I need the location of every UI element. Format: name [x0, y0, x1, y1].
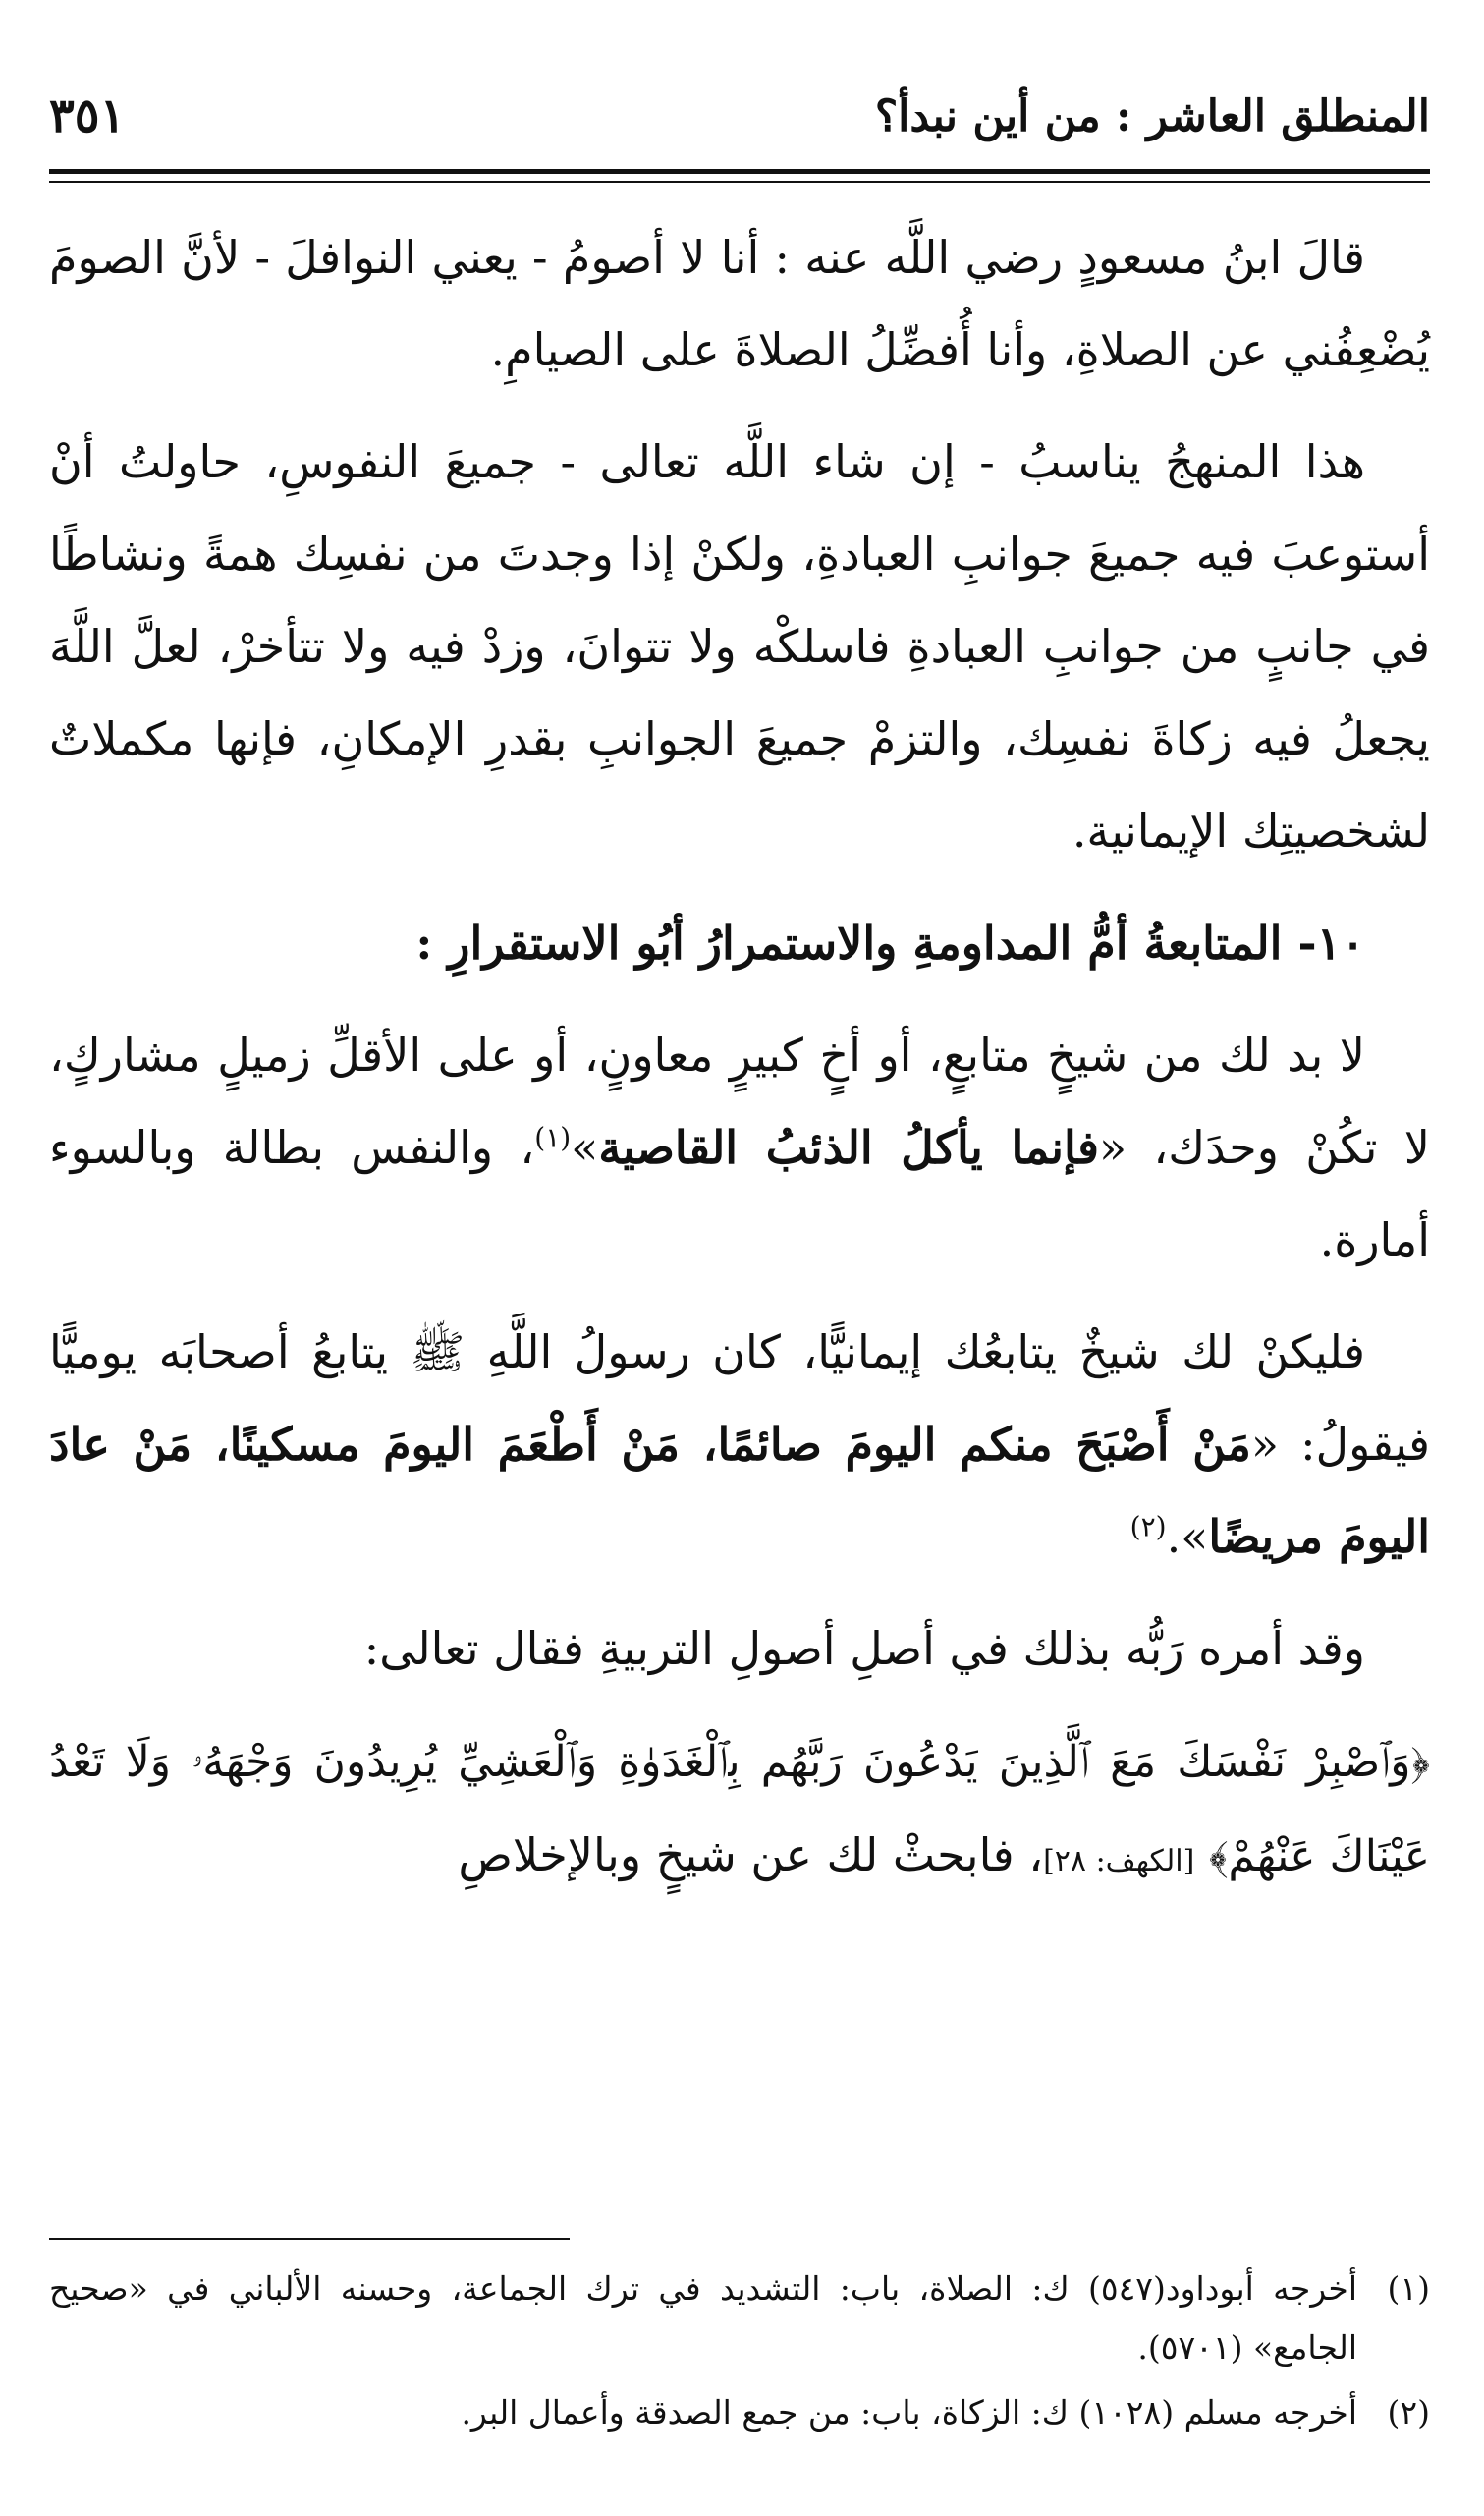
- hadith-quote: مَنْ أَصْبَحَ منكم اليومَ صائمًا، مَنْ أَطْعَمَ اليومَ مسكينًا، مَنْ عادَ اليومَ مريضًا: [49, 1418, 1430, 1563]
- footnote-number: (١): [1387, 2269, 1430, 2308]
- body-text: [49, 211, 1430, 1928]
- footnotes: [49, 2260, 1430, 2448]
- quran-verse: ﴿وَٱصْبِرْ نَفْسَكَ مَعَ ٱلَّذِينَ يَدْعُونَ رَبَّهُم بِٱلْغَدَوٰةِ وَٱلْعَشِيِّ يُرِيدُونَ وَجْهَهُۥ وَلَا تَعْدُ عَيْنَاكَ عَنْهُمْ﴾: [49, 1737, 1430, 1881]
- header-rule-thick: [49, 169, 1430, 174]
- footnote-marker: (١): [534, 1121, 572, 1154]
- footnote: [49, 2383, 1430, 2442]
- page-number: ٣٥١: [49, 88, 126, 143]
- paragraph-text: لا بد لك من شيخٍ متابعٍ، أو أخٍ كبيرٍ معاونٍ، أو على الأقلِّ زميلٍ مشاركٍ، لا تكُنْ وحدَك، «: [49, 1029, 1430, 1174]
- footnote-text: أخرجه أبوداود(٥٤٧) ك: الصلاة، باب: التشديد في ترك الجماعة، وحسنه الألباني في «صحيح الجامع» (٥٧٠١).: [49, 2269, 1357, 2367]
- footnote-text: أخرجه مسلم (١٠٢٨) ك: الزكاة، باب: من جمع الصدقة وأعمال البر.: [461, 2393, 1357, 2432]
- footnote: [49, 2260, 1430, 2377]
- paragraph-text: ، والنفس بطالة وبالسوء أمارة.: [49, 1121, 1430, 1266]
- hadith-quote: فإنما يأكلُ الذئبُ القاصية: [598, 1121, 1099, 1174]
- footnote-marker: (٢): [1129, 1510, 1167, 1543]
- quote-close: »: [571, 1121, 599, 1174]
- paragraph: [49, 1714, 1430, 1908]
- running-header: [49, 77, 1430, 155]
- paragraph: [49, 1009, 1430, 1286]
- verse-reference: [الكهف: ٢٨]: [1043, 1844, 1195, 1878]
- chapter-title: المنطلق العاشر : من أين نبدأ؟: [874, 90, 1430, 141]
- paragraph: هذا المنهجُ يناسبُ - إن شاء اللَّه تعالى - جميعَ النفوسِ، حاولتُ أنْ أستوعبَ فيه جميعَ جوانبِ العبادةِ، ولكنْ إذا وجدتَ من نفسِك همةً ونشاطًا في جانبٍ من جوانبِ العبادةِ فاسلكْه ولا تتوانَ، وزدْ فيه ولا تتأخرْ، لعلَّ اللَّهَ يجعلُ فيه زكاةَ نفسِك، والتزمْ جميعَ الجوانبِ بقدرِ الإمكانِ، فإنها مكملاتٌ لشخصيتِك الإيمانية.: [49, 435, 1430, 858]
- footnote-number: (٢): [1387, 2393, 1430, 2432]
- section-heading: ١٠- المتابعةُ أمُّ المداومةِ والاستمرارُ أبُو الاستقرارِ :: [415, 917, 1365, 970]
- paragraph: وقد أمره رَبُّه بذلك في أصلِ أصولِ التربيةِ فقال تعالى:: [363, 1622, 1365, 1675]
- paragraph: قالَ ابنُ مسعودٍ رضي اللَّه عنه : أنا لا أصومُ - يعني النوافلَ - لأنَّ الصومَ يُضْعِفُني عن الصلاةِ، وأنا أُفضِّلُ الصلاةَ على الصيامِ.: [49, 231, 1430, 376]
- paragraph-text: ، فابحثْ لك عن شيخٍ وبالإخلاصِ: [458, 1828, 1044, 1881]
- header-rule-thin: [49, 181, 1430, 183]
- footnote-separator: [49, 2238, 570, 2240]
- paragraph: [49, 1306, 1430, 1583]
- paragraph-text: فليكنْ لك شيخٌ يتابعُك إيمانيًّا، كان رسولُ اللَّهِ ﷺ يتابعُ أصحابَه يوميًّا فيقولُ: «: [49, 1325, 1431, 1471]
- quote-close: ».: [1166, 1510, 1209, 1563]
